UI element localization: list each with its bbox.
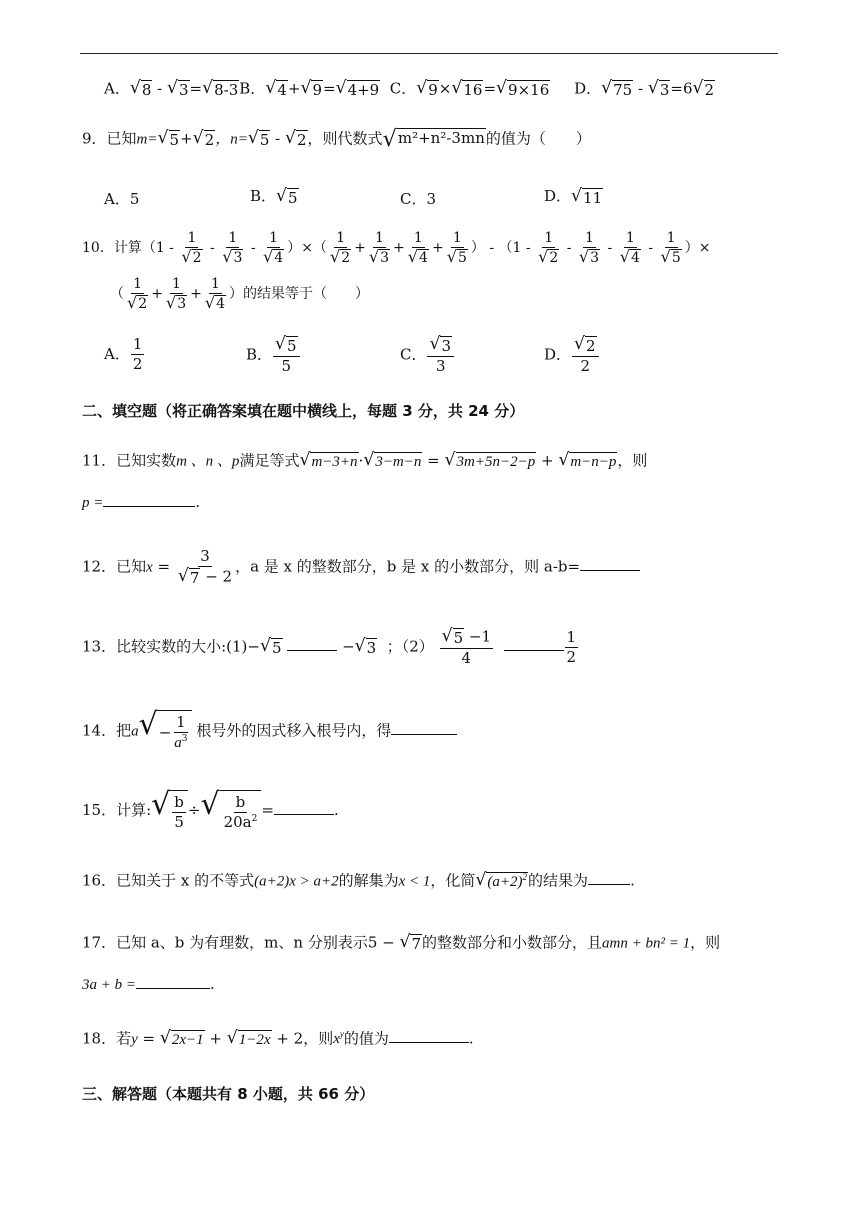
q8-options: A． √ 8 - √ 3 = √ 8-3 B． √ 4 + √ 9 = √ 4+9 C． √ 9 × √ 16 = √ 9×16 D． √ 75 - √ 3 =6 √ 2 [104, 78, 715, 99]
q10-option-a: A． $\frac{1}{2}$ [104, 335, 143, 374]
question-18: 18．若y = √ 2x−1 + √ 1−2x + 2，则$x^y$的值为 . [82, 1028, 474, 1048]
q10-option-b: B． √ 5 5 [246, 336, 301, 375]
q9-option-b: B． √ 5 [250, 185, 298, 207]
question-13: 13．比较实数的大小:(1)− √ 5 − √ 3 ；（2） √ 5 −1 4 $\frac{1}{2}$ [82, 626, 577, 667]
question-10-line1: 10．计算（1 - 1 √ 2 - 1 √ 3 - 1 √ 4 ）×（ 1 √ 2 + 1 √ 3 + 1 √ 4 + 1 √ 5 ） - （1 - 1 √ 2 - 1 √ 3 - 1 √ 4 - 1 √ 5 ）× [82, 230, 711, 267]
q10-option-d: D． √ 2 2 [544, 336, 600, 375]
q9-option-d: D． √ 11 [544, 185, 603, 207]
section-3-heading: 三、解答题（本题共有 8 小题，共 66 分） [82, 1085, 375, 1103]
question-16: 16．已知关于 x 的不等式(a+2)x > a+2的解集为x < 1，化简 √ $(a+2)^2$ 的结果为 . [82, 870, 635, 890]
question-17-line2: 3a + b = . [82, 975, 215, 993]
question-14: 14．把a √ − $\frac{1}{a^3}$ 根号外的因式移入根号内，得 [82, 710, 457, 753]
question-11: 11．已知实数m 、n 、p满足等式 √ m−3+n · √ 3−m−n = √ 3m+5n−2−p + √ m−n−p ，则 [82, 450, 648, 470]
question-9: 9．已知m= √ 5 + √ 2 ，n= √ 5 - √ 2 ，则代数式 √ m²+n²-3mn 的值为（ ） [82, 126, 591, 152]
section-2-heading: 二、填空题（将正确答案填在题中横线上，每题 3 分，共 24 分） [82, 402, 525, 420]
q9-option-c: C．3 [400, 190, 437, 208]
question-15: 15．计算: √ $\frac{b}{5}$ ÷ √ $\frac{b}{20a^2}$ = . [82, 787, 339, 832]
question-12: 12．已知x = 3 √ 7 − 2 ，a 是 x 的整数部分，b 是 x 的小数部分，则 a-b= [82, 548, 640, 587]
q10-option-c: C． √ 3 3 [400, 336, 455, 375]
top-rule [80, 53, 778, 54]
question-10-line2: （ 1 √ 2 + 1 √ 3 + 1 √ 4 ）的结果等于（ ） [110, 276, 370, 313]
q9-option-a: A．5 [104, 190, 140, 208]
question-11-line2: p = . [82, 493, 201, 511]
question-17: 17．已知 a、b 为有理数，m、n 分别表示5 − √ 7 的整数部分和小数部分，且amn + bn² = 1，则 [82, 932, 721, 953]
